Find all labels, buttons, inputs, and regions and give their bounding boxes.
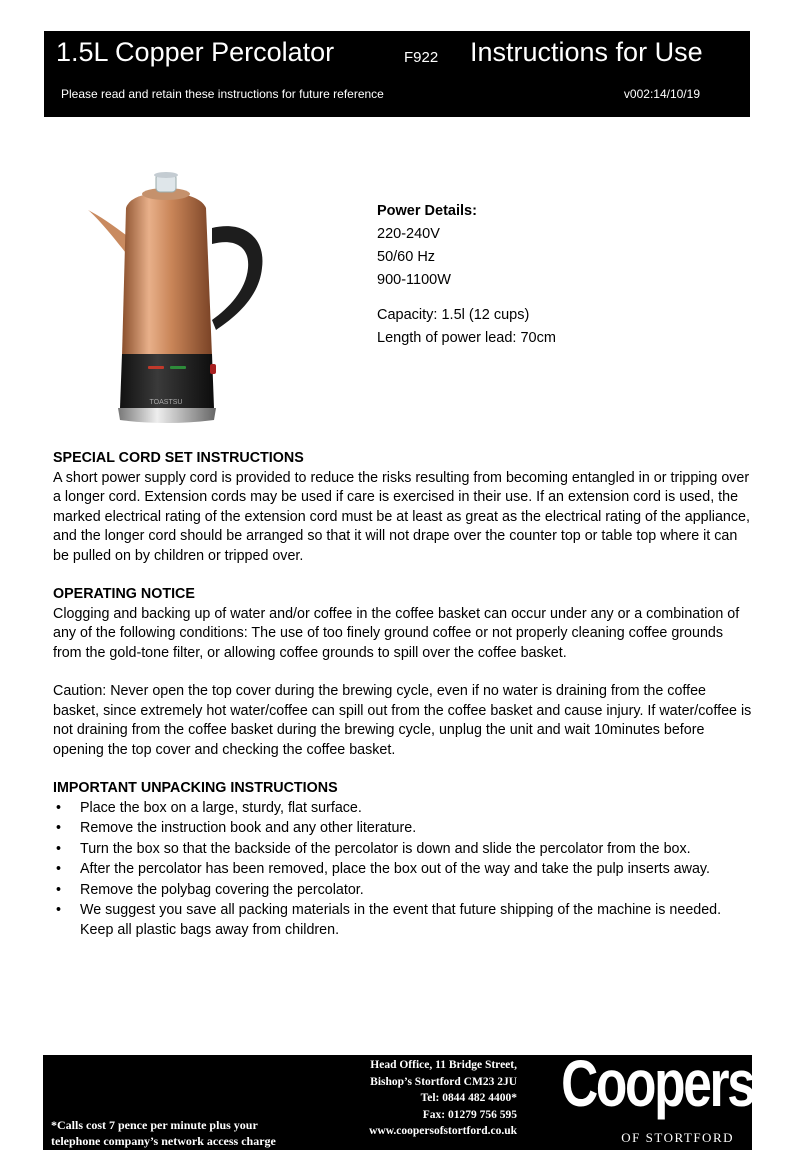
- cord-heading: SPECIAL CORD SET INSTRUCTIONS: [53, 450, 304, 466]
- power-details-heading: Power Details:: [377, 203, 477, 219]
- list-item: • We suggest you save all packing materials in the event that future shipping of the machine is needed. Keep all plastic bags away from children.: [56, 902, 722, 938]
- power-lead-length: Length of power lead: 70cm: [377, 330, 556, 346]
- list-item: • Place the box on a large, sturdy, flat surface.: [56, 799, 362, 816]
- list-item: • Turn the box so that the backside of the percolator is down and slide the percolator from the box.: [56, 840, 691, 857]
- operating-paragraph: Clogging and backing up of water and/or coffee in the coffee basket can occur under any or a combination of any of the following conditions: The use of too finely ground coffee or not properly cleaning coffee grounds from the gold-tone filter, or allowing coffee grounds to spill over the coffee basket.: [53, 605, 740, 661]
- document-title: 1.5L Copper Percolator: [56, 37, 335, 67]
- brand-mark: TOASTSU: [149, 399, 183, 406]
- list-item: • Remove the polybag covering the percolator.: [56, 881, 364, 898]
- wattage-value: 900-1100W: [377, 272, 451, 288]
- logo-wordmark: Coopers: [561, 1046, 754, 1120]
- capacity-value: Capacity: 1.5l (12 cups): [377, 307, 530, 323]
- version-label: v002:14/10/19: [623, 87, 700, 101]
- list-item: • After the percolator has been removed, place the box out of the way and take the pulp inserts away.: [56, 861, 710, 877]
- coopers-logo: [538, 1046, 754, 1148]
- caution-paragraph: Caution: Never open the top cover during the brewing cycle, even if no water is draining from the coffee basket, since extremely hot water/coffee can spill out from the coffee basket and cause injury. If water/coffee is not draining from the coffee basket during the brewing cycle, unplug the unit and wait 10minutes before opening the top cover and checking the coffee basket.: [53, 683, 752, 758]
- list-item: • Remove the instruction book and any other literature.: [56, 820, 417, 836]
- percolator-image: [84, 168, 268, 430]
- footer-banner: [43, 1046, 754, 1150]
- operating-heading: OPERATING NOTICE: [53, 586, 195, 602]
- head-office-address: Head Office, 11 Bridge Street, Bishop’s Stortford CM23 2JU Tel: 0844 482 4400* Fax: 01279 756 595 www.coopersofstortford.co.uk: [369, 1057, 517, 1140]
- frequency-value: 50/60 Hz: [377, 249, 436, 265]
- product-code: F922: [404, 49, 439, 66]
- voltage-value: 220-240V: [377, 226, 440, 242]
- header-banner: [44, 31, 750, 117]
- instructions-heading: Instructions for Use: [470, 37, 703, 67]
- website-link[interactable]: www.coopersofstortford.co.uk: [369, 1125, 517, 1137]
- power-details: [377, 200, 556, 350]
- call-cost-note: *Calls cost 7 pence per minute plus your telephone company’s network access charge: [51, 1118, 276, 1148]
- retain-notice: Please read and retain these instructions for future reference: [61, 87, 384, 101]
- instructions-body: [53, 449, 753, 941]
- unpacking-heading: IMPORTANT UNPACKING INSTRUCTIONS: [53, 780, 338, 796]
- logo-subtitle: OF STORTFORD: [621, 1130, 734, 1145]
- unpacking-list: [53, 799, 753, 941]
- cord-paragraph: A short power supply cord is provided to reduce the risks resulting from becoming entangled in or tripping over a longer cord. Extension cords may be used if care is exercised in their use. If an extension cord is used, the marked electrical rating of the extension cord must be at least as great as the electrical rating of the appliance, and the longer cord should be arranged so that it will not drape over the counter top or table top where it can be pulled on by children or tripped over.: [53, 469, 750, 564]
